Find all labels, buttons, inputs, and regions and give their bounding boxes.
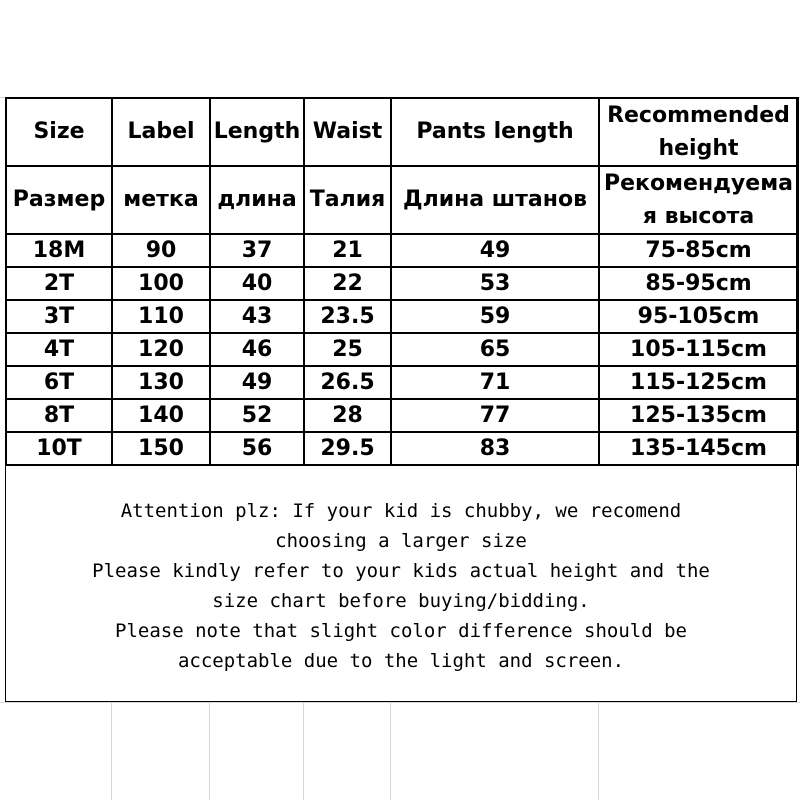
table-cell: 125-135cm <box>599 399 798 432</box>
table-cell: 130 <box>112 366 210 399</box>
table-cell: 56 <box>210 432 304 465</box>
header-cell: метка <box>112 166 210 234</box>
table-cell: 75-85cm <box>599 234 798 267</box>
table-cell: 77 <box>391 399 599 432</box>
table-cell: 46 <box>210 333 304 366</box>
table-cell: 59 <box>391 300 599 333</box>
table-cell: 85-95cm <box>599 267 798 300</box>
size-chart-table <box>5 97 799 466</box>
table-cell: 135-145cm <box>599 432 798 465</box>
header-cell: длина <box>210 166 304 234</box>
header-cell: Size <box>6 98 112 166</box>
table-cell: 37 <box>210 234 304 267</box>
table-cell: 21 <box>304 234 391 267</box>
table-row <box>6 267 798 300</box>
table-cell: 95-105cm <box>599 300 798 333</box>
table-cell: 150 <box>112 432 210 465</box>
grid-line <box>0 702 800 703</box>
table-cell: 120 <box>112 333 210 366</box>
note-line: acceptable due to the light and screen. <box>177 650 625 672</box>
table-cell: 49 <box>210 366 304 399</box>
grid-line <box>598 702 599 800</box>
grid-line <box>111 702 112 800</box>
table-row <box>6 300 798 333</box>
table-cell: 2T <box>6 267 112 300</box>
notes-section <box>5 465 797 701</box>
header-cell: Waist <box>304 98 391 166</box>
table-cell: 71 <box>391 366 599 399</box>
table-cell: 49 <box>391 234 599 267</box>
table-cell: 110 <box>112 300 210 333</box>
table-cell: 3T <box>6 300 112 333</box>
grid-line <box>390 702 391 800</box>
table-cell: 10T <box>6 432 112 465</box>
table-row <box>6 366 798 399</box>
table-cell: 6T <box>6 366 112 399</box>
table-cell: 83 <box>391 432 599 465</box>
grid-line <box>209 702 210 800</box>
header-cell: Label <box>112 98 210 166</box>
table-cell: 28 <box>304 399 391 432</box>
header-cell: Талия <box>304 166 391 234</box>
grid-line <box>303 702 304 800</box>
table-cell: 8T <box>6 399 112 432</box>
table-cell: 90 <box>112 234 210 267</box>
note-line: Attention plz: If your kid is chubby, we recomend <box>120 500 682 522</box>
table-cell: 4T <box>6 333 112 366</box>
table-cell: 40 <box>210 267 304 300</box>
table-cell: 43 <box>210 300 304 333</box>
header-row-english <box>6 98 798 166</box>
table-cell: 29.5 <box>304 432 391 465</box>
note-line: Please note that slight color difference should be <box>115 620 687 642</box>
header-cell: Length <box>210 98 304 166</box>
table-cell: 52 <box>210 399 304 432</box>
header-cell: Recommended height <box>599 98 798 166</box>
table-cell: 105-115cm <box>599 333 798 366</box>
table-cell: 53 <box>391 267 599 300</box>
table-cell: 23.5 <box>304 300 391 333</box>
header-cell: Длина штанов <box>391 166 599 234</box>
header-cell: Pants length <box>391 98 599 166</box>
table-row <box>6 234 798 267</box>
table-cell: 140 <box>112 399 210 432</box>
note-line: choosing a larger size <box>275 530 527 552</box>
header-row-russian <box>6 166 798 234</box>
table-cell: 25 <box>304 333 391 366</box>
table-cell: 22 <box>304 267 391 300</box>
table-cell: 65 <box>391 333 599 366</box>
table-row <box>6 399 798 432</box>
note-line: Please kindly refer to your kids actual height and the <box>92 560 710 582</box>
table-cell: 115-125cm <box>599 366 798 399</box>
header-cell: Размер <box>6 166 112 234</box>
note-line: size chart before buying/bidding. <box>212 590 590 612</box>
table-cell: 26.5 <box>304 366 391 399</box>
table-cell: 18M <box>6 234 112 267</box>
table-row <box>6 432 798 465</box>
table-row <box>6 333 798 366</box>
header-cell: Рекомендуема я высота <box>599 166 798 234</box>
table-cell: 100 <box>112 267 210 300</box>
